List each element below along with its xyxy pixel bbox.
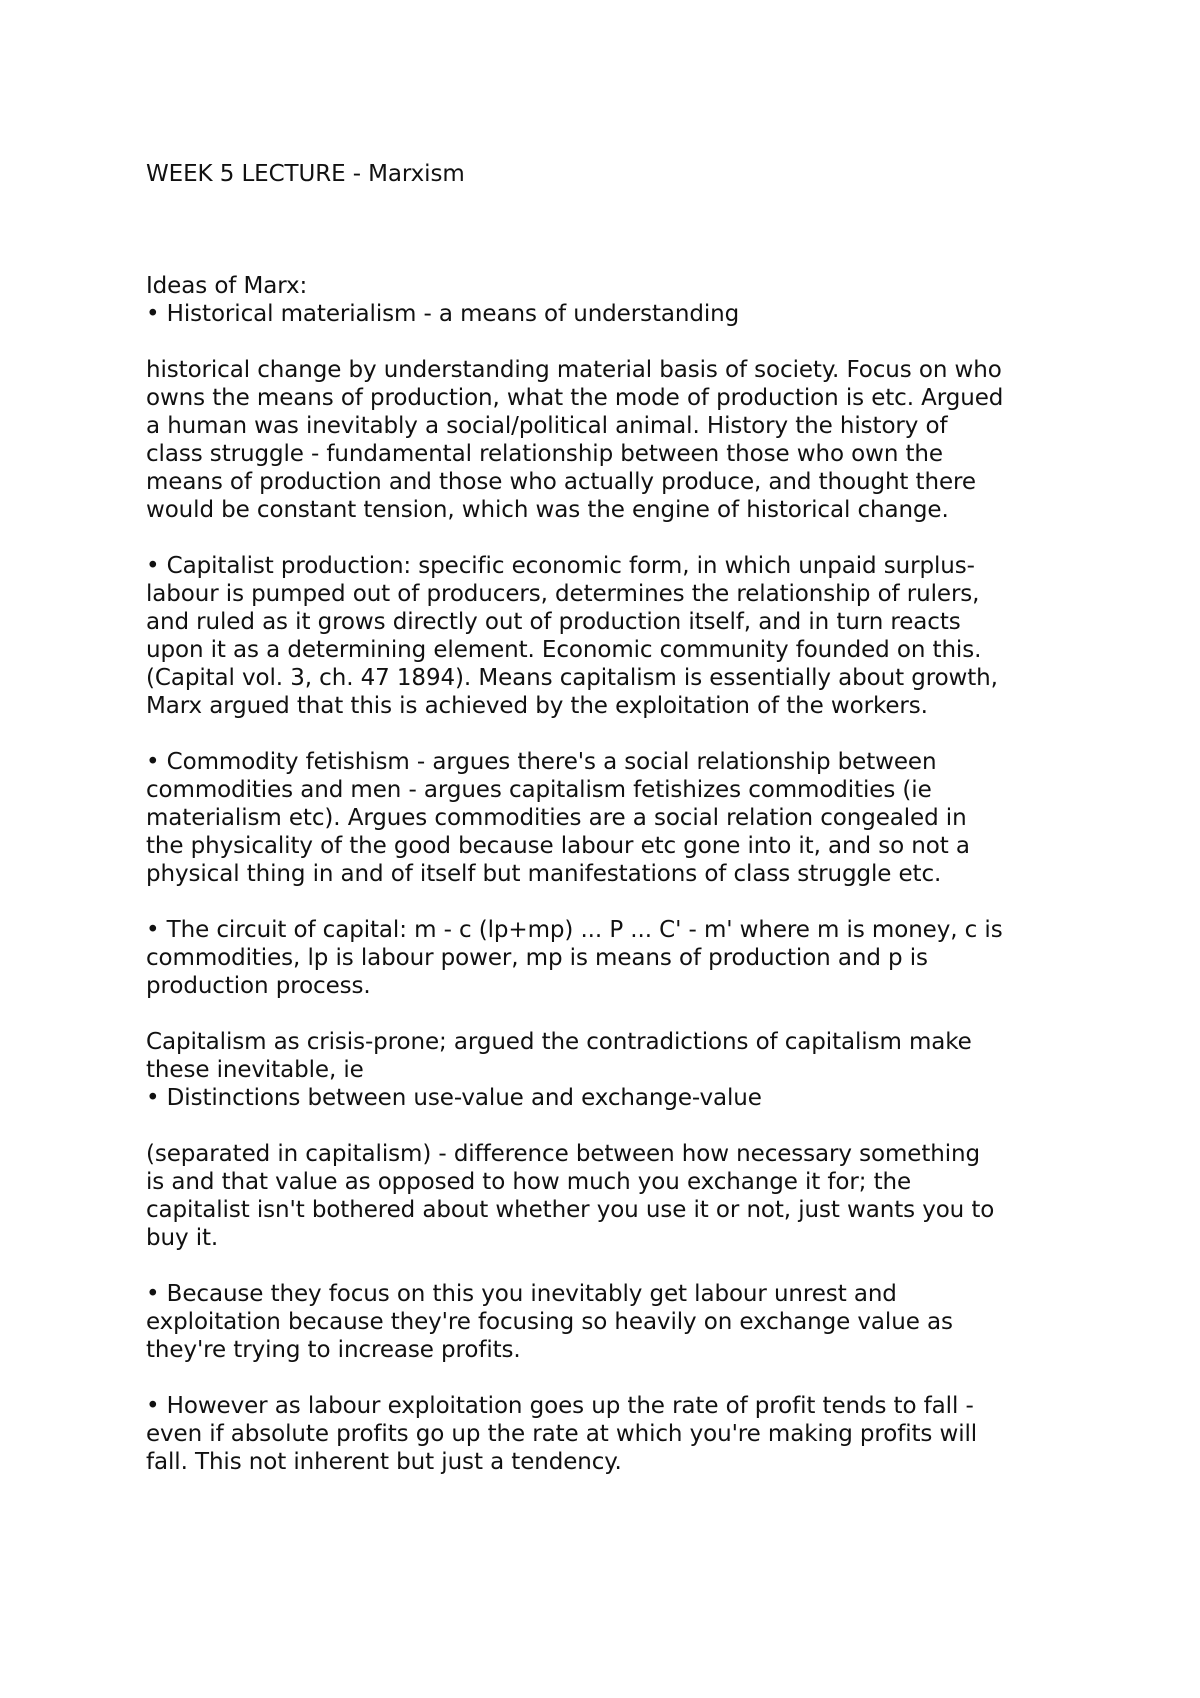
text-line: and ruled as it grows directly out of production itself, and in turn reacts — [146, 609, 961, 635]
text-line: these inevitable, ie — [146, 1057, 364, 1083]
text-line: (separated in capitalism) - difference between how necessary something — [146, 1141, 981, 1167]
text-line: production process. — [146, 973, 371, 999]
text-line: • The circuit of capital: m - c (lp+mp) ... P ... C' - m' where m is money, c is — [146, 917, 1003, 943]
text-line: buy it. — [146, 1225, 219, 1251]
text-line: Ideas of Marx: — [146, 273, 308, 299]
text-line: upon it as a determining element. Economic community founded on this. — [146, 637, 982, 663]
text-line: class struggle - fundamental relationship between those who own the — [146, 441, 943, 467]
text-line: commodities and men - argues capitalism fetishizes commodities (ie — [146, 777, 932, 803]
text-line: • Commodity fetishism - argues there's a social relationship between — [146, 749, 937, 775]
text-line: • However as labour exploitation goes up the rate of profit tends to fall - — [146, 1393, 974, 1419]
text-line: owns the means of production, what the mode of production is etc. Argued — [146, 385, 1004, 411]
text-line: physical thing in and of itself but manifestations of class struggle etc. — [146, 861, 942, 887]
text-line: labour is pumped out of producers, determines the relationship of rulers, — [146, 581, 980, 607]
text-line: a human was inevitably a social/political animal. History the history of — [146, 413, 948, 439]
text-line: they're trying to increase profits. — [146, 1337, 521, 1363]
text-line: even if absolute profits go up the rate at which you're making profits will — [146, 1421, 978, 1447]
text-line: would be constant tension, which was the engine of historical change. — [146, 497, 949, 523]
text-line: the physicality of the good because labour etc gone into it, and so not a — [146, 833, 970, 859]
text-line: (Capital vol. 3, ch. 47 1894). Means capitalism is essentially about growth, — [146, 665, 998, 691]
text-line: commodities, lp is labour power, mp is means of production and p is — [146, 945, 928, 971]
text-line: materialism etc). Argues commodities are a social relation congealed in — [146, 805, 967, 831]
text-line: historical change by understanding material basis of society. Focus on who — [146, 357, 1002, 383]
text-line: means of production and those who actually produce, and thought there — [146, 469, 976, 495]
text-line: • Distinctions between use-value and exchange-value — [146, 1085, 762, 1111]
text-line: exploitation because they're focusing so heavily on exchange value as — [146, 1309, 953, 1335]
text-line: Capitalism as crisis-prone; argued the contradictions of capitalism make — [146, 1029, 972, 1055]
text-line: • Capitalist production: specific economic form, in which unpaid surplus- — [146, 553, 975, 579]
text-line: is and that value as opposed to how much you exchange it for; the — [146, 1169, 912, 1195]
text-line: fall. This not inherent but just a tendency. — [146, 1449, 622, 1475]
document-title: WEEK 5 LECTURE - Marxism — [146, 161, 465, 187]
text-line: Marx argued that this is achieved by the exploitation of the workers. — [146, 693, 928, 719]
document-page — [146, 160, 1086, 1476]
text-line: • Historical materialism - a means of understanding — [146, 301, 740, 327]
text-line: capitalist isn't bothered about whether you use it or not, just wants you to — [146, 1197, 995, 1223]
document-body — [146, 272, 1086, 1476]
text-line: • Because they focus on this you inevitably get labour unrest and — [146, 1281, 897, 1307]
